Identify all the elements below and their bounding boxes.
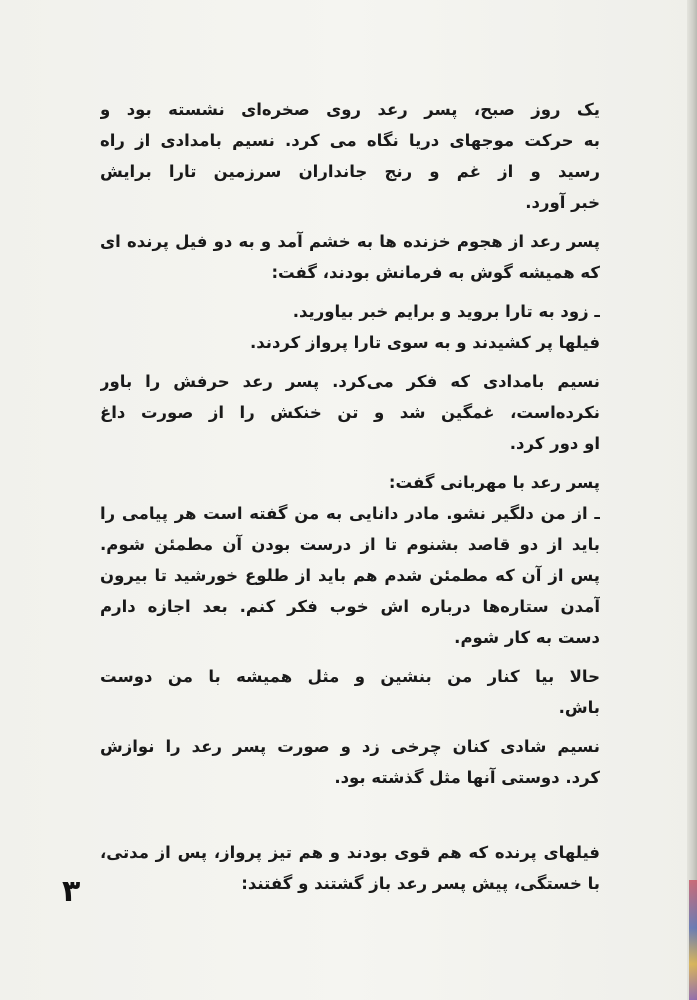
text-line: رسید و از غم و رنج جانداران سرزمین تارا برایش [100,162,600,181]
story-text [100,94,600,899]
text-line: که همیشه گوش به فرمانش بودند، گفت: [271,263,600,282]
text-line: باید از دو قاصد بشنوم تا از درست بودن آن مطمئن شوم. [100,535,600,554]
text-line: پس از آن که مطمئن شدم هم باید از طلوع خورشید تا بیرون [100,566,600,585]
text-line: خبر آورد. [525,193,600,212]
text-line: پسر رعد با مهربانی گفت: [388,473,600,492]
text-line: ـ از من دلگیر نشو. مادر دانایی به من گفته است هر پیامی را [100,504,600,523]
adjacent-page-illustration-strip [689,880,697,1000]
page-number: ۳ [62,874,81,909]
text-line: نسیم شادی کنان چرخی زد و صورت پسر رعد را نوازش [100,737,600,756]
text-line: نکرده‌است، غمگین شد و تن خنکش را از صورت داغ [100,403,600,422]
text-line: حالا بیا کنار من بنشین و مثل همیشه با من دوست [100,667,600,686]
text-line: باش. [558,698,600,717]
text-line: او دور کرد. [509,434,600,453]
text-line: آمدن ستاره‌ها درباره اش خوب فکر کنم. بعد اجازه دارم [100,597,600,616]
text-line: با خستگی، پیش پسر رعد باز گشتند و گفتند: [241,874,600,893]
text-line: پسر رعد از هجوم خزنده ها به خشم آمد و به دو فیل پرنده ای [100,232,600,251]
text-line: کرد. دوستی آنها مثل گذشته بود. [334,768,600,787]
text-line: دست به کار شوم. [454,628,600,647]
text-line: ـ زود به تارا بروید و برایم خبر بیاورید. [292,302,600,321]
text-line: نسیم بامدادی که فکر می‌کرد. پسر رعد حرفش را باور [100,372,600,391]
text-line: به حرکت موجهای دریا نگاه می کرد. نسیم بامدادی از راه [100,131,600,150]
text-line: فیلهای پرنده که هم قوی بودند و هم تیز پرواز، پس از مدتی، [100,843,600,862]
page-edge-shadow [687,0,697,1000]
text-line: فیلها پر کشیدند و به سوی تارا پرواز کردند. [249,333,600,352]
text-line: یک روز صبح، پسر رعد روی صخره‌ای نشسته بود و [100,100,600,119]
